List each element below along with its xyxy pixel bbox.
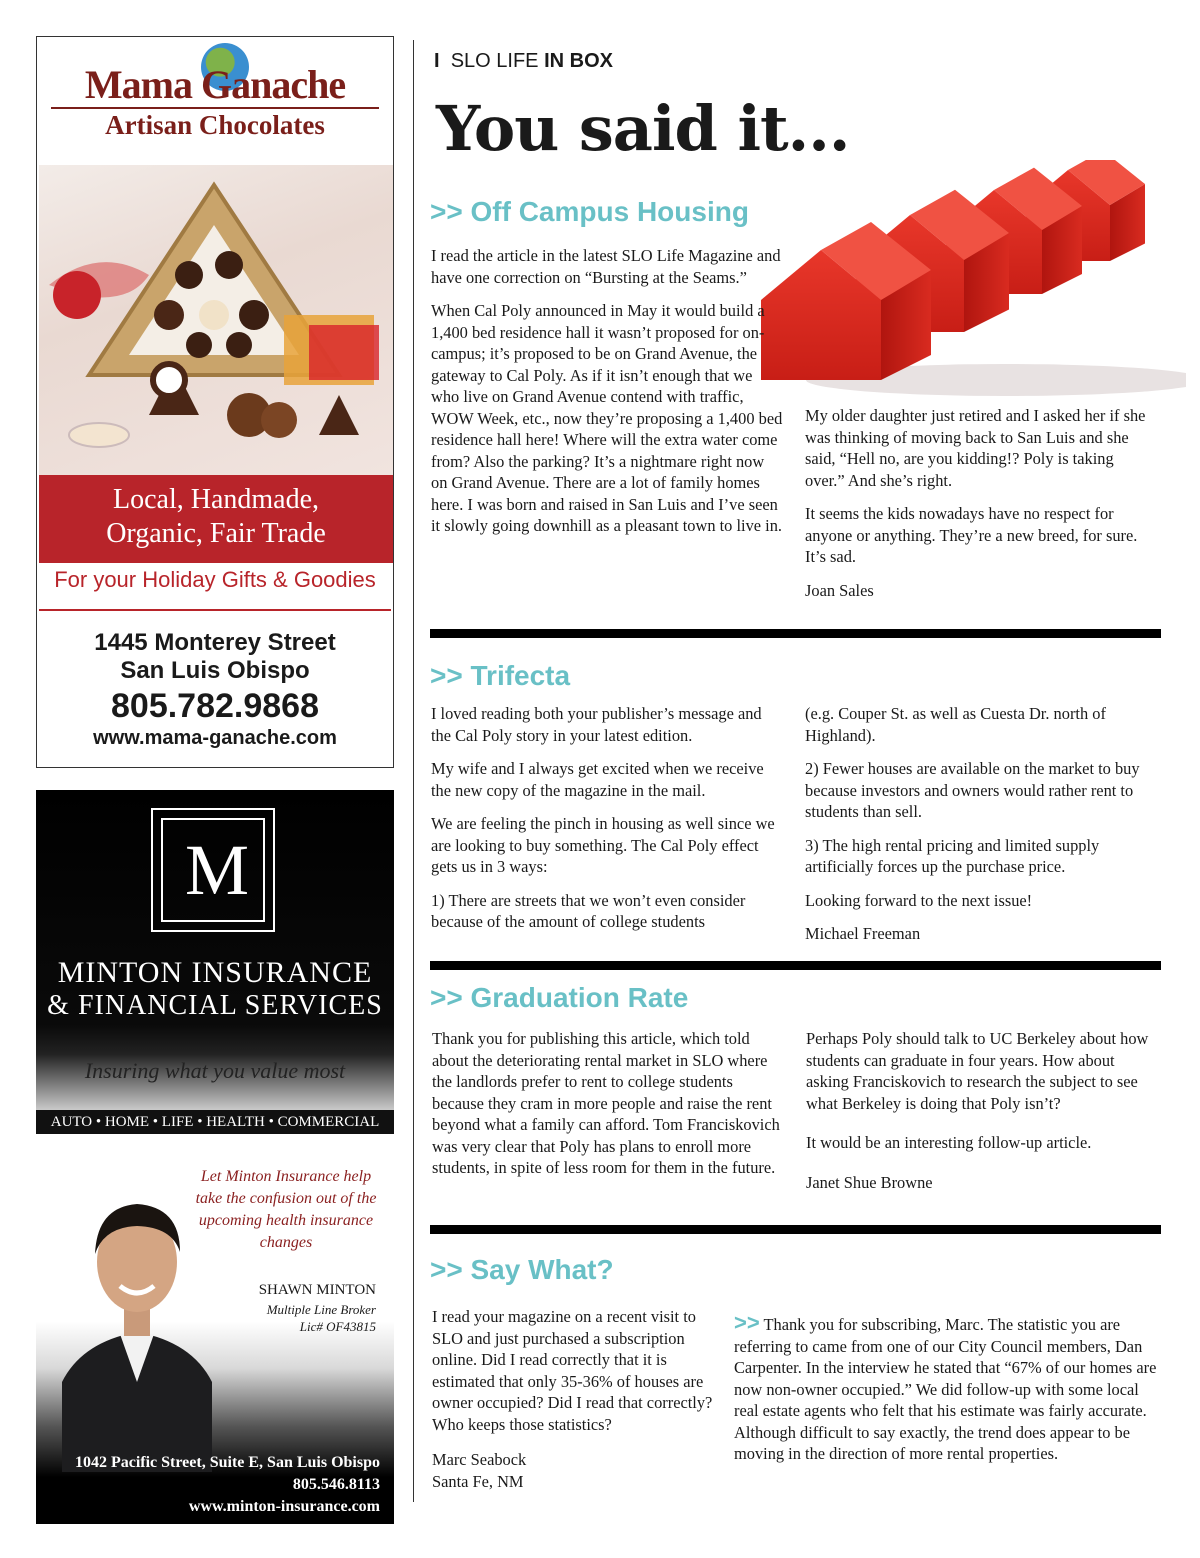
kicker-bold: IN BOX bbox=[544, 50, 613, 72]
housing-paragraph-2: When Cal Poly announced in May it would build a 1,400 bed residence hall it wasn’t proposed for on-campus; it’s proposed to be on Grand Avenue, the gateway to Cal Poly. As if it isn’t enough that we who live on Grand Avenue contend with traffic, WOW Week, etc., now they’re proposing a 1,400 bed residence hall here! Where will the extra water come from? Also the parking? It’s a nightmare right now on Grand Avenue. There are a lot of family homes here. I was born and raised in San Luis and I’ve seen it slowly going downhill as a pleasant town to live in. bbox=[431, 301, 783, 535]
chocolate-address bbox=[37, 629, 393, 685]
agent-license: Lic# OF43815 bbox=[299, 1319, 376, 1334]
trifecta-paragraph-1: I loved reading both your publisher’s message and the Cal Poly story in your latest edition. bbox=[431, 704, 762, 745]
red-houses-illustration bbox=[756, 160, 1186, 410]
address-line-2: San Luis Obispo bbox=[120, 657, 310, 684]
section-rule bbox=[430, 1225, 1161, 1234]
trifecta-title: >> Trifecta bbox=[430, 660, 571, 691]
company-name-line-1: MINTON INSURANCE bbox=[57, 956, 373, 989]
values-line-1: Local, Handmade, bbox=[112, 484, 320, 515]
kicker-plain: SLO LIFE bbox=[450, 50, 539, 72]
company-tagline: Insuring what you value most bbox=[84, 1058, 346, 1083]
trifecta-signature: Michael Freeman bbox=[805, 924, 921, 943]
brand-rule bbox=[51, 107, 379, 109]
trifecta-column-1 bbox=[431, 703, 783, 945]
minton-logo bbox=[151, 808, 275, 932]
housing-paragraph-4: It seems the kids nowadays have no respect for anyone or anything. They’re a new breed, for sure. It’s sad. bbox=[805, 504, 1138, 566]
trifecta-paragraph-6: 2) Fewer houses are available on the market to buy because investors and owners would rather rent to students than sell. bbox=[805, 759, 1140, 821]
reply-marker: >> bbox=[734, 1310, 760, 1335]
trifecta-paragraph-3: We are feeling the pinch in housing as well since we are looking to buy something. The Cal Poly effect gets us in 3 ways: bbox=[431, 814, 775, 876]
values-line-2: Organic, Fair Trade bbox=[106, 518, 326, 549]
insurance-phone[interactable]: 805.546.8113 bbox=[292, 1476, 380, 1493]
brand-name: Mama Ganache bbox=[84, 62, 346, 107]
graduation-paragraph-3: It would be an interesting follow-up article. bbox=[806, 1133, 1092, 1152]
insurance-pitch: Let Minton Insurance help take the confusion out of the upcoming health insurance changes bbox=[195, 1168, 377, 1251]
values-banner bbox=[39, 475, 393, 563]
kicker-prefix: I bbox=[434, 50, 440, 72]
graduation-paragraph-2: Perhaps Poly should talk to UC Berkeley about how students can graduate in four years. How about asking Franciskovich to research the subject to see what Berkeley is doing that Poly isn’t? bbox=[806, 1029, 1149, 1113]
chocolate-brand bbox=[37, 61, 393, 141]
chocolate-website[interactable]: www.mama-ganache.com bbox=[93, 727, 337, 749]
saywhat-letter bbox=[432, 1306, 714, 1492]
section-rule bbox=[430, 961, 1161, 970]
trifecta-paragraph-8: Looking forward to the next issue! bbox=[805, 890, 1033, 910]
chocolate-tree-illustration bbox=[39, 165, 393, 475]
page-title: You said it... bbox=[436, 92, 850, 165]
trifecta-paragraph-7: 3) The high rental pricing and limited supply artificially forces up the purchase price. bbox=[805, 835, 1100, 876]
address-line-1: 1445 Monterey Street bbox=[94, 629, 336, 656]
saywhat-paragraph: I read your magazine on a recent visit to SLO and just purchased a subscription online. Did I read correctly that it is estimated that only 35-36% of houses are owner occupied? Did I read that correctly? Who keeps those statistics? bbox=[432, 1307, 713, 1434]
chocolate-photo bbox=[39, 165, 393, 475]
graduation-signature: Janet Shue Browne bbox=[806, 1172, 933, 1192]
saywhat-reply bbox=[734, 1312, 1158, 1465]
graduation-column-1 bbox=[432, 1028, 782, 1191]
agent-credentials bbox=[267, 1301, 376, 1335]
company-name-line-2: & FINANCIAL SERVICES bbox=[47, 990, 383, 1021]
insurance-ad[interactable] bbox=[36, 790, 394, 1524]
insurance-contact bbox=[75, 1452, 380, 1518]
insurance-website[interactable]: www.minton-insurance.com bbox=[188, 1498, 380, 1515]
trifecta-paragraph-2: My wife and I always get excited when we receive the new copy of the magazine in the mail. bbox=[431, 759, 764, 800]
chocolate-ad[interactable] bbox=[36, 36, 394, 768]
column-divider bbox=[413, 40, 414, 1502]
housing-column-1 bbox=[431, 245, 783, 549]
graduation-column-2 bbox=[806, 1028, 1156, 1205]
agent-title: Multiple Line Broker bbox=[266, 1302, 376, 1317]
logo-monogram: M bbox=[161, 818, 265, 922]
housing-title: >> Off Campus Housing bbox=[430, 196, 749, 227]
trifecta-column-2 bbox=[805, 703, 1155, 957]
reply-text: Thank you for subscribing, Marc. The statistic you are referring to came from one of our City Council members, Dan Carpenter. In the interview he stated that “67% of our homes are now non-owner occupied.” We did follow-up with some local real estate agents who felt that his estimate was fairly accurate. Although difficult to say exactly, the trend does appear to be moving in the direction of more rental properties. bbox=[734, 1315, 1157, 1463]
insurance-categories: AUTO • HOME • LIFE • HEALTH • COMMERCIAL bbox=[36, 1110, 394, 1134]
brand-subtitle: Artisan Chocolates bbox=[105, 110, 325, 140]
graduation-paragraph-1: Thank you for publishing this article, which told about the deteriorating rental market in SLO where the landlords prefer to rent to college students because they cram in more people and raise the rent beyond what a family can afford. Tom Franciskovich was very clear that Poly has plans to enroll more students, in spite of less room for them in the future. bbox=[432, 1029, 780, 1177]
housing-paragraph-1: I read the article in the latest SLO Life Magazine and have one correction on “Bursting at the Seams.” bbox=[431, 246, 781, 287]
section-kicker bbox=[434, 50, 613, 73]
saywhat-signature-name: Marc Seabock bbox=[432, 1450, 527, 1469]
housing-signature: Joan Sales bbox=[805, 580, 874, 600]
saywhat-signature-place: Santa Fe, NM bbox=[432, 1471, 524, 1491]
section-rule bbox=[430, 629, 1161, 638]
holiday-rule bbox=[39, 609, 391, 611]
holiday-line: For your Holiday Gifts & Goodies bbox=[54, 567, 376, 592]
saywhat-title: >> Say What? bbox=[430, 1254, 614, 1285]
housing-paragraph-3: My older daughter just retired and I asked her if she was thinking of moving back to San Luis and she said, “Hell no, are you kidding!? Poly is taking over.” And she’s right. bbox=[805, 406, 1146, 490]
housing-column-2 bbox=[805, 405, 1155, 613]
graduation-title: >> Graduation Rate bbox=[430, 982, 689, 1013]
trifecta-paragraph-5: (e.g. Couper St. as well as Cuesta Dr. north of Highland). bbox=[805, 704, 1106, 745]
insurance-address: 1042 Pacific Street, Suite E, San Luis Obispo bbox=[74, 1454, 380, 1471]
trifecta-paragraph-4: 1) There are streets that we won’t even consider because of the amount of college students bbox=[431, 890, 746, 931]
chocolate-phone[interactable]: 805.782.9868 bbox=[111, 687, 319, 725]
agent-name: SHAWN MINTON bbox=[258, 1282, 376, 1298]
